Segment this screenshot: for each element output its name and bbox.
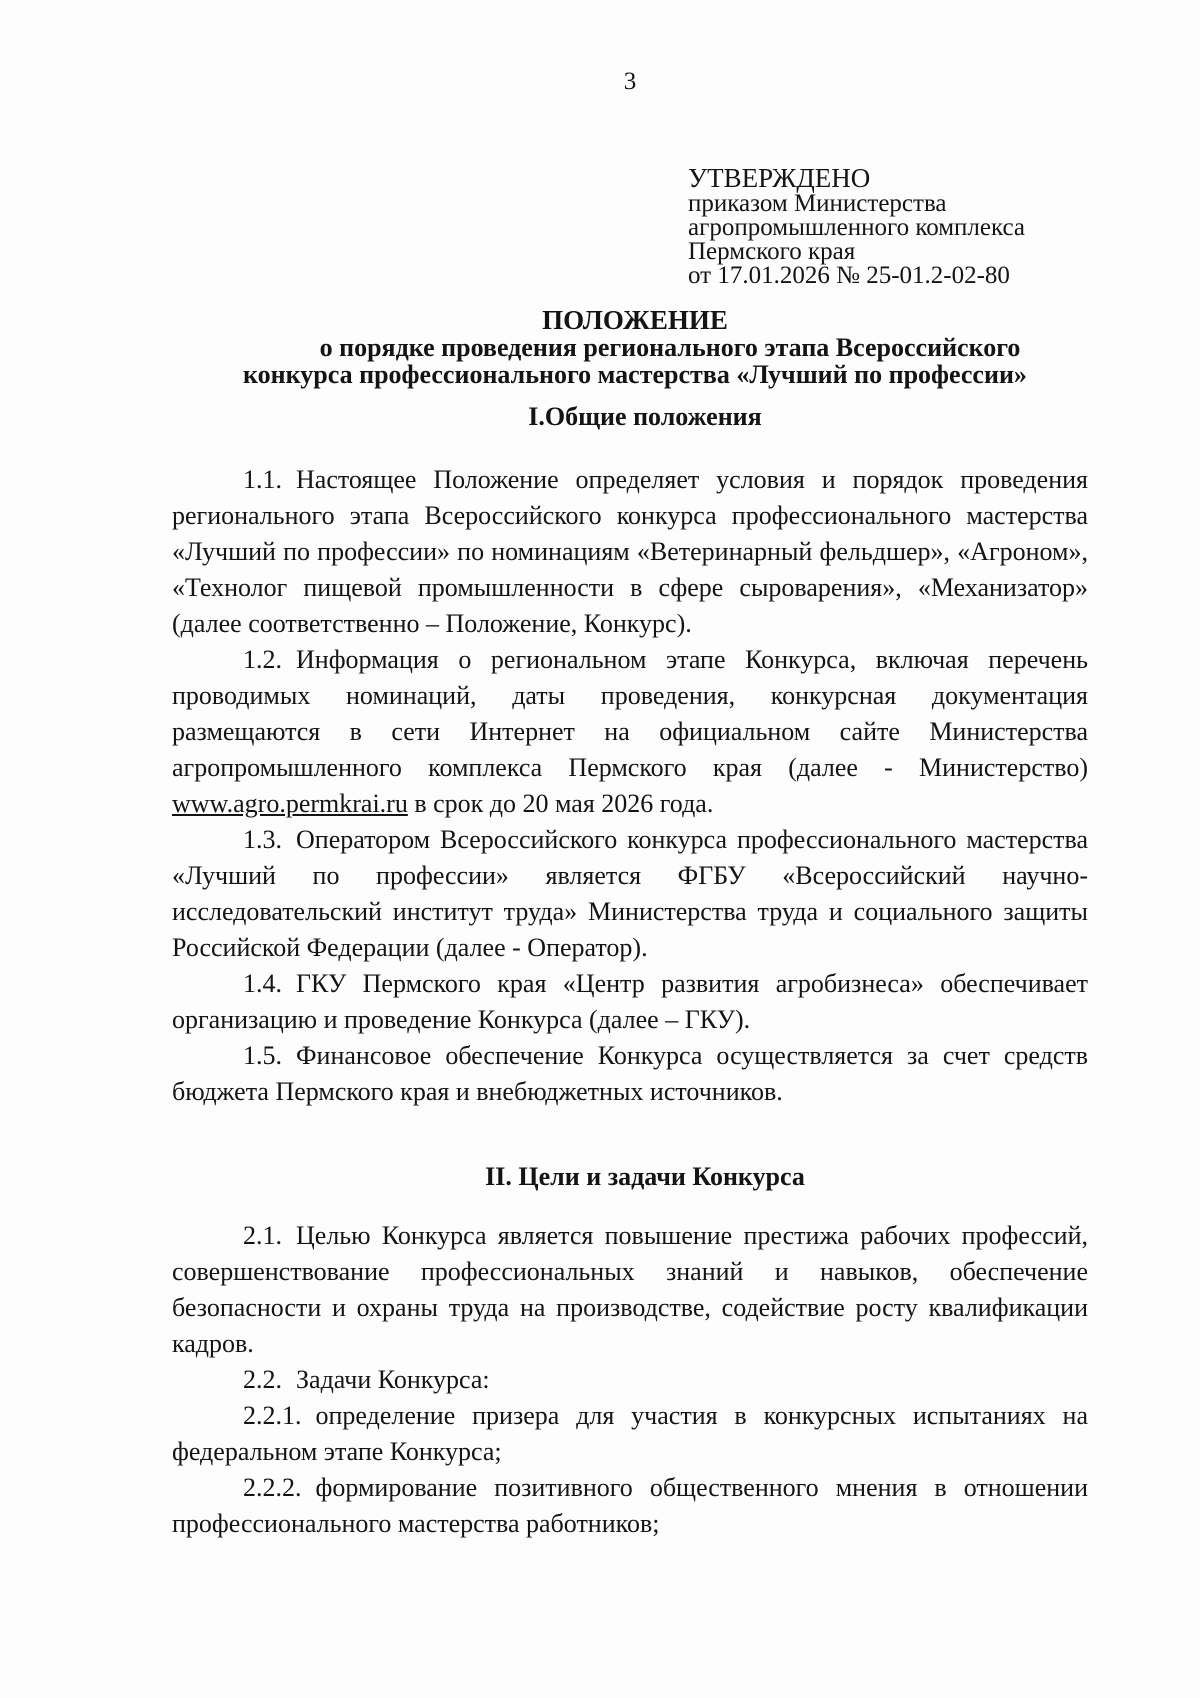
paragraph-text: Информация о региональном этапе Конкурса, включая перечень проводимых номинаций, даты проведения, конкурсная документация размещаются в сети Интернет на официальном сайте Министерства агропромышленного комплекса Пермского края (далее - Министерство) [172, 645, 1088, 782]
approval-title: УТВЕРЖДЕНО [688, 163, 871, 193]
paragraph-text: формирование позитивного общественного мнения в отношении профессионального мастерства работников; [172, 1473, 1088, 1538]
paragraph-1-3 [172, 822, 1088, 966]
page-number: 3 [623, 68, 637, 95]
approval-block [688, 164, 1025, 288]
paragraph-text: в срок до 20 мая 2026 года. [407, 789, 714, 818]
section1-heading: I.Общие положения [528, 402, 762, 431]
paragraph-text: Целью Конкурса является повышение престижа рабочих профессий, совершенствование профессиональных знаний и навыков, обеспечение безопасности и охраны труда на производстве, содействие росту квалификации кадров. [172, 1221, 1088, 1358]
paragraph-number: 1.1. [243, 465, 282, 494]
paragraph-1-4 [172, 966, 1088, 1038]
paragraph-text: определение призера для участия в конкурсных испытаниях на федеральном этапе Конкурса; [172, 1401, 1088, 1466]
paragraph-2-2 [172, 1362, 1088, 1398]
paragraph-number: 1.5. [243, 1041, 282, 1070]
paragraph-text: Оператором Всероссийского конкурса профессионального мастерства «Лучший по профессии» является ФГБУ «Всероссийский научно-исследовательский институт труда» Министерства труда и социального защиты Российской Федерации (далее - Оператор). [172, 825, 1088, 962]
document-title [160, 307, 1110, 388]
paragraph-text: Финансовое обеспечение Конкурса осуществляется за счет средств бюджета Пермского края и внебюджетных источников. [172, 1041, 1088, 1106]
document-body-section2 [172, 1218, 1088, 1542]
paragraph-number: 1.3. [243, 825, 282, 854]
approval-line: Пермского края [688, 238, 856, 265]
document-body [172, 462, 1088, 1110]
paragraph-number: 1.2. [243, 645, 282, 674]
paragraph-number: 2.2.2. [243, 1473, 302, 1502]
paragraph-1-5 [172, 1038, 1088, 1110]
paragraph-text: ГКУ Пермского края «Центр развития агробизнеса» обеспечивает организацию и проведение Конкурса (далее – ГКУ). [172, 969, 1088, 1034]
paragraph-number: 2.2.1. [243, 1401, 302, 1430]
paragraph-2-2-2 [172, 1470, 1088, 1542]
paragraph-2-2-1 [172, 1398, 1088, 1470]
document-title-subtitle-line2: конкурса профессионального мастерства «Лучший по профессии» [243, 360, 1027, 389]
paragraph-number: 2.2. [243, 1365, 282, 1394]
document-title-subtitle-line1: о порядке проведения регионального этапа Всероссийского [319, 333, 1021, 362]
document-title-main: ПОЛОЖЕНИЕ [542, 305, 728, 335]
paragraph-1-2 [172, 642, 1088, 822]
paragraph-1-1 [172, 462, 1088, 642]
paragraph-number: 2.1. [243, 1221, 282, 1250]
approval-line: агропромышленного комплекса [688, 214, 1026, 241]
approval-line: приказом Министерства [688, 190, 947, 217]
approval-order-date-number: от 17.01.2026 № 25-01.2-02-80 [688, 262, 1010, 289]
section2-heading: II. Цели и задачи Конкурса [485, 1162, 805, 1191]
paragraph-text: Задачи Конкурса: [296, 1365, 490, 1394]
paragraph-number: 1.4. [243, 969, 282, 998]
ministry-website-link[interactable]: www.agro.permkrai.ru [172, 789, 408, 818]
paragraph-2-1 [172, 1218, 1088, 1362]
paragraph-text: Настоящее Положение определяет условия и порядок проведения регионального этапа Всероссийского конкурса профессионального мастерства «Лучший по профессии» по номинациям «Ветеринарный фельдшер», «Агроном», «Технолог пищевой промышленности в сфере сыроварения», «Механизатор» (далее соответственно – Положение, Конкурс). [172, 465, 1088, 638]
